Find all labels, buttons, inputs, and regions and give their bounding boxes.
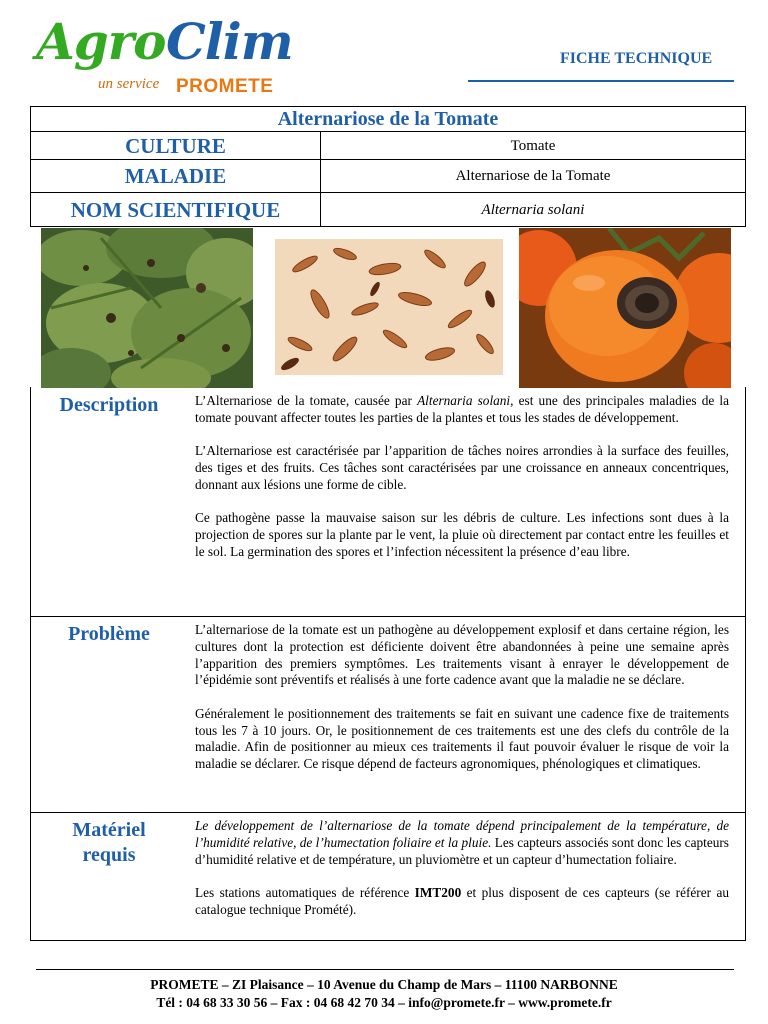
description-label: Description [59,394,159,416]
infected-tomato-photo [519,228,731,388]
description-section [30,387,746,617]
footer-contact: Tél : 04 68 33 30 56 – Fax : 04 68 42 70 34 – info@promete.fr – www.promete.fr [156,995,612,1010]
description-text [187,387,745,616]
materiel-text [187,812,745,940]
nom-scientifique-value: Alternaria solani [481,202,585,218]
description-paragraph-2: L’Alternariose est caractérisée par l’apparition de tâches noires arrondies à la surface des feuilles, des tiges et des fruits. Ces tâches sont caractérisées par une croissance en anneaux concentriques, donnant aux lésions une forme de cible. [195,443,729,492]
culture-value: Tomate [510,138,556,154]
maladie-value: Alternariose de la Tomate [455,168,611,184]
description-paragraph-1: L’Alternariose de la tomate, causée par Alternaria solani, est une des principales maladies de la tomate pouvant affecter toutes les parties de la plantes et tous les stades de développement. [195,393,730,425]
spores-microscope-photo [275,239,503,375]
materiel-section [30,812,746,941]
maladie-label: MALADIE [31,160,321,192]
materiel-label-line1: Matériel [72,819,146,841]
logo-clim-text: Clim [166,12,293,71]
info-table [30,106,746,227]
materiel-label-line2: requis [82,844,136,866]
probleme-paragraph-1: L’alternariose de la tomate est un pathogène au développement explosif et dans certaine région, les cultures dont la protection est déficiente doivent être abandonnées à peine une semaine après l’apparition des premiers symptômes. Les traitements visant à enrayer le développement de l’épidémie sont préventifs et réalisés à une forte cadence avant que la maladie ne se déclare. [195,622,729,688]
logo-promete-text: PROMETE [176,76,274,97]
probleme-label: Problème [68,623,150,645]
description-paragraph-3: Ce pathogène passe la mauvaise saison sur les débris de culture. Les infections sont dues à la projection de spores sur la plante par le vent, la pluie où directement par contact entre les feuilles et le sol. La germination des spores et l’infection nécessitent la présence d’eau libre. [195,510,729,559]
header-underline [468,80,734,82]
probleme-paragraph-2: Généralement le positionnement des traitements se fait en suivant une cadence fixe de traitements tous les 7 à 10 jours. Or, le positionnement de ces traitements est une des clefs du contrôle de la maladie. Afin de positionner au mieux ces traitements il faut pouvoir évaluer le risque de voir la maladie se déclarer. Ce risque dépend de facteurs agronomiques, phénologiques et climatiques. [195,705,729,772]
materiel-paragraph-2: Les stations automatiques de référence IMT200 et plus disposent de ces capteurs (se référer au catalogue technique Promété). [195,884,730,917]
materiel-paragraph-1: Le développement de l’alternariose de la tomate dépend principalement de la température, de l’humidité relative, de l’humectation foliaire et la pluie. Les capteurs associés sont donc les capteurs d’humidité relative et de température, un pluviomètre et un capteur d’humectation foliaire. [195,818,729,867]
probleme-section [30,616,746,813]
document-title: Alternariose de la Tomate [277,108,499,130]
logo-agro-text: Agro [36,12,166,71]
footer-divider [36,969,734,970]
agroclim-logo [34,12,304,102]
nom-scientifique-label: NOM SCIENTIFIQUE [31,193,321,226]
logo-subtitle: un service [98,76,160,92]
materiel-label [31,812,187,940]
probleme-text [187,616,745,812]
culture-label: CULTURE [31,132,321,159]
footer-address: PROMETE – ZI Plaisance – 10 Avenue du Champ de Mars – 11100 NARBONNE [150,977,618,992]
infected-leaves-photo [41,228,253,388]
fiche-technique-heading: FICHE TECHNIQUE [560,50,713,67]
